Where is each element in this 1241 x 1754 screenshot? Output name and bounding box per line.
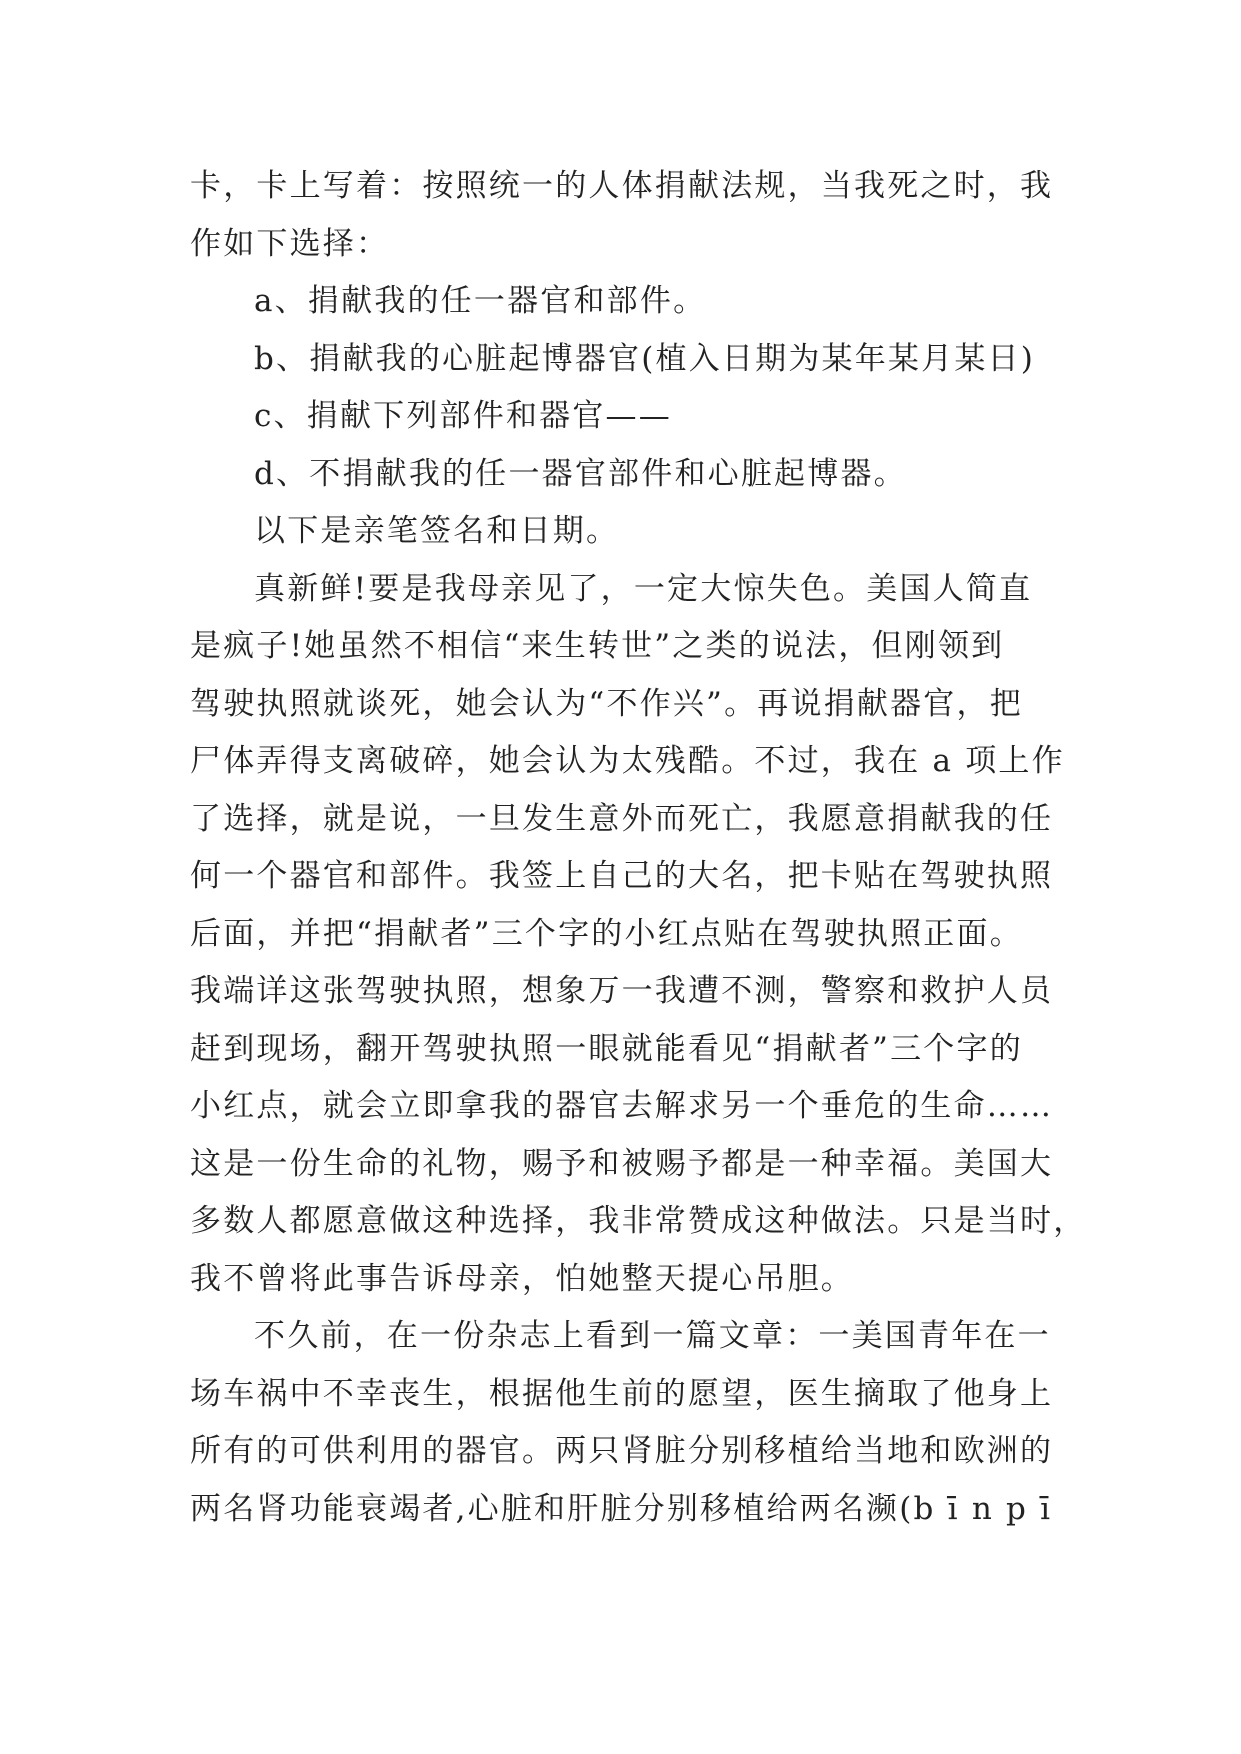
option-c: c、捐献下列部件和器官—— xyxy=(254,398,672,434)
text-line: 尸体弄得支离破碎，她会认为太残酷。不过，我在 a 项上作 xyxy=(190,743,1065,779)
text-line: 后面，并把“捐献者”三个字的小红点贴在驾驶执照正面。 xyxy=(190,915,1023,952)
paragraph-start: 真新鲜!要是我母亲见了，一定大惊失色。美国人简直 xyxy=(254,570,1033,607)
text-line: 两名肾功能衰竭者,心脏和肝脏分别移植给两名濒(b ī n p ī xyxy=(190,1490,1053,1527)
text-line: 场车祸中不幸丧生，根据他生前的愿望，医生摘取了他身上 xyxy=(190,1375,1054,1412)
text-line: 所有的可供利用的器官。两只肾脏分别移植给当地和欧洲的 xyxy=(190,1433,1054,1469)
text-line: 了选择，就是说，一旦发生意外而死亡，我愿意捐献我的任 xyxy=(190,800,1054,837)
text-line: 以下是亲笔签名和日期。 xyxy=(254,513,620,549)
text-line: 何一个器官和部件。我签上自己的大名，把卡贴在驾驶执照 xyxy=(190,858,1054,894)
option-b: b、捐献我的心脏起博器官(植入日期为某年某月某日) xyxy=(254,340,1036,377)
option-d: d、不捐献我的任一器官部件和心脏起博器。 xyxy=(254,455,907,492)
text-line: 赶到现场，翻开驾驶执照一眼就能看见“捐献者”三个字的 xyxy=(190,1030,1023,1067)
text-line: 卡，卡上写着：按照统一的人体捐献法规，当我死之时，我 xyxy=(190,168,1054,204)
text-line: 这是一份生命的礼物，赐予和被赐予都是一种幸福。美国大 xyxy=(190,1145,1054,1182)
text-line: 小红点，就会立即拿我的器官去解求另一个垂危的生命…… xyxy=(190,1088,1054,1124)
text-line: 我端详这张驾驶执照，想象万一我遭不测，警察和救护人员 xyxy=(190,973,1054,1009)
option-a: a、捐献我的任一器官和部件。 xyxy=(254,283,707,319)
text-line: 作如下选择： xyxy=(190,225,390,262)
text-line: 我不曾将此事告诉母亲，怕她整天提心吊胆。 xyxy=(190,1260,854,1297)
text-line: 是疯子!她虽然不相信“来生转世”之类的说法，但刚领到 xyxy=(190,628,1005,664)
paragraph-start: 不久前，在一份杂志上看到一篇文章：一美国青年在一 xyxy=(254,1318,1051,1354)
document-body xyxy=(190,158,1087,1538)
text-line: 驾驶执照就谈死，她会认为“不作兴”。再说捐献器官，把 xyxy=(190,685,1023,722)
text-line: 多数人都愿意做这种选择，我非常赞成这种做法。只是当时， xyxy=(190,1203,1087,1239)
